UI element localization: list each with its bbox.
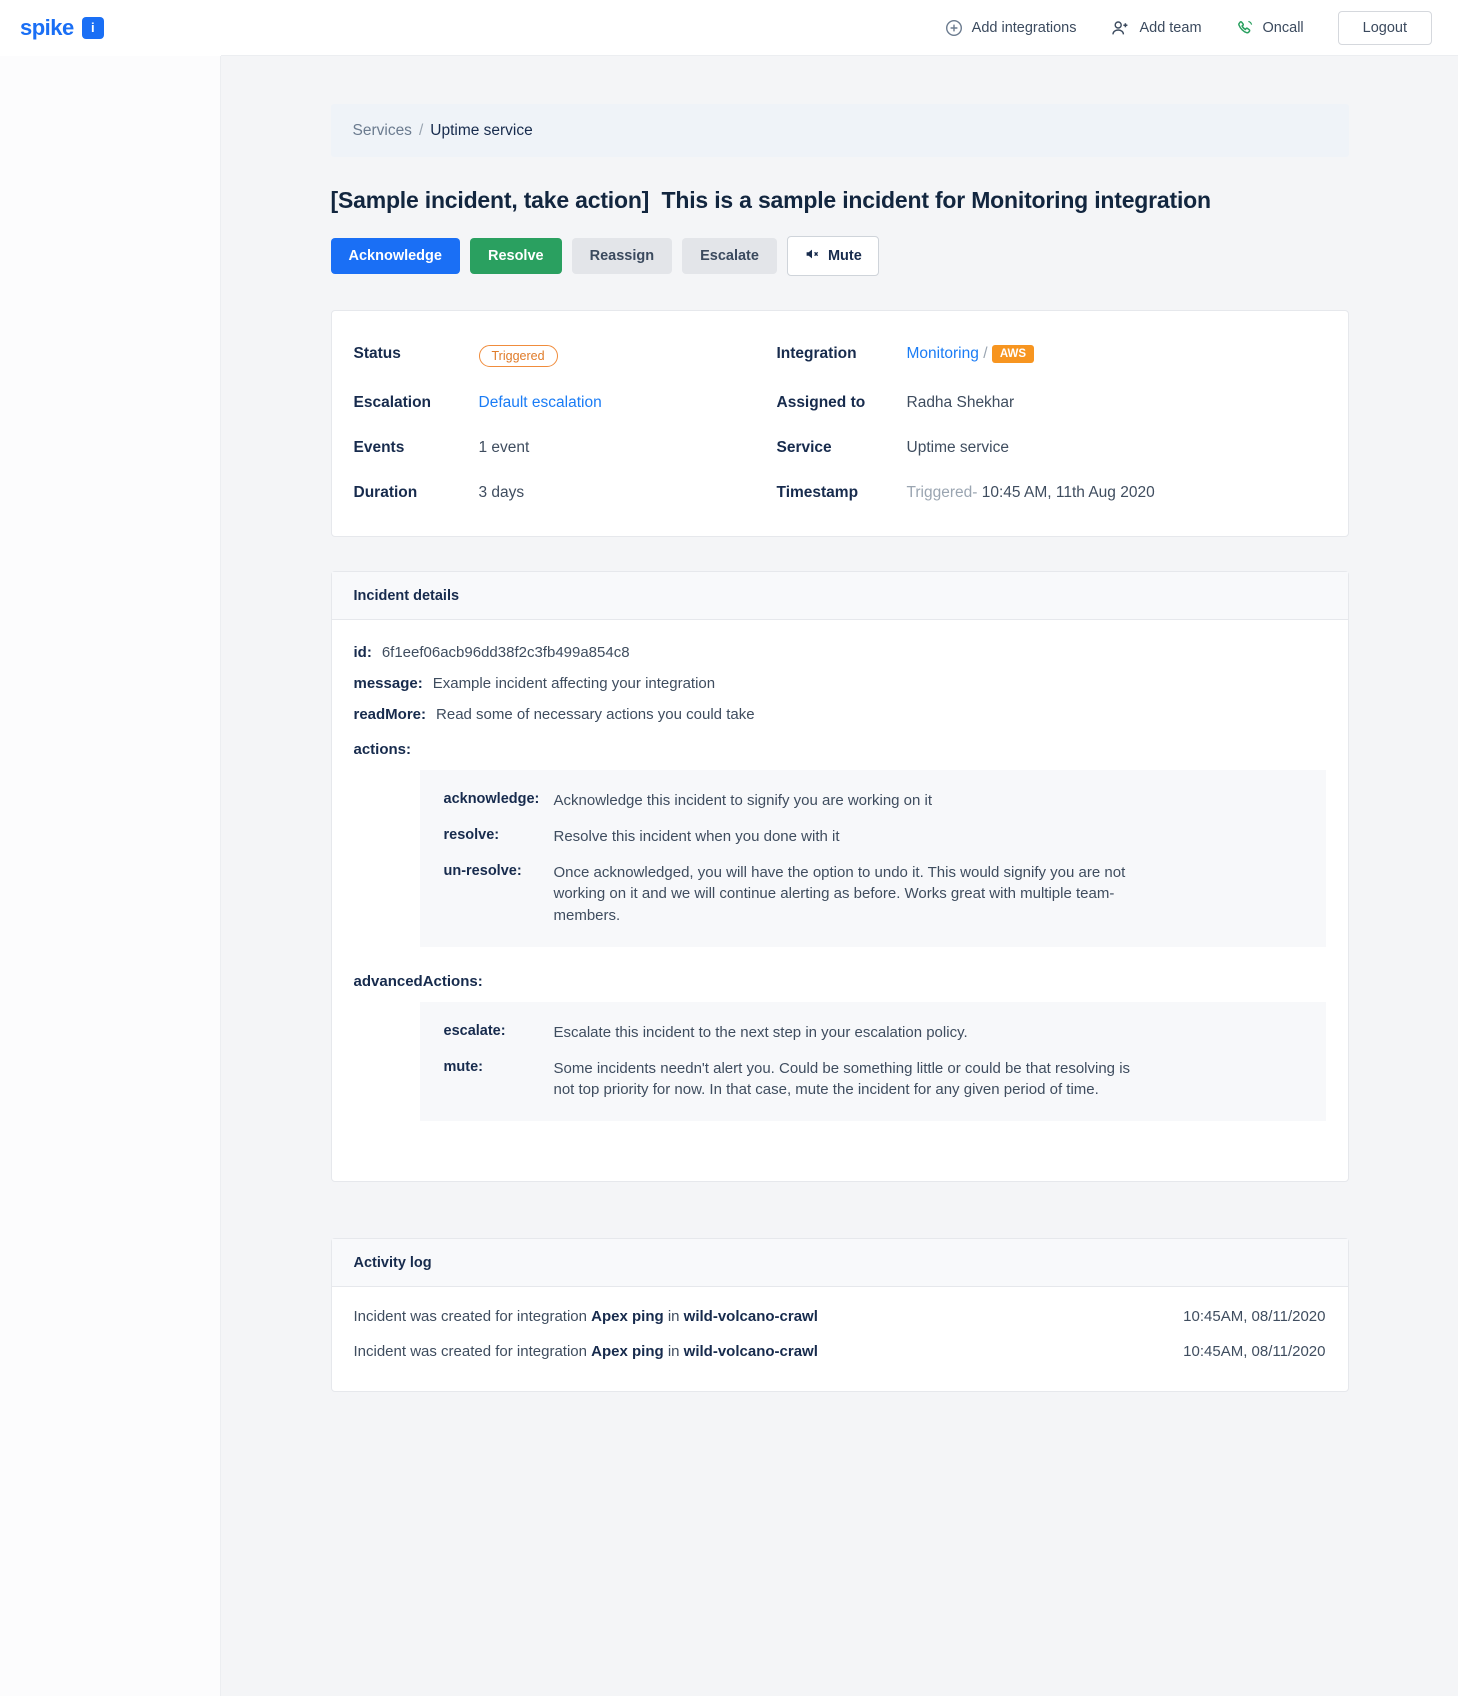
phone-icon: [1236, 19, 1254, 37]
brand-name: spike: [20, 14, 74, 40]
incident-sample-tag: [Sample incident, take action]: [330, 187, 650, 213]
detail-message-value: Example incident affecting your integration: [432, 675, 716, 692]
aws-badge: AWS: [992, 345, 1034, 363]
activity-log-row: [332, 1334, 1348, 1369]
breadcrumb: [331, 104, 1349, 157]
activity-log-mid: in: [663, 1308, 684, 1325]
activity-log-integration: Apex ping: [591, 1343, 664, 1360]
main-content: [221, 56, 1458, 1696]
activity-log-time: 10:45AM, 08/11/2020: [1183, 1343, 1326, 1360]
mute-label: Mute: [827, 248, 862, 264]
brand-badge-icon: i: [82, 17, 104, 39]
plus-circle-icon: [945, 19, 963, 37]
incident-details-card: [331, 571, 1349, 1182]
incident-meta-grid: [332, 311, 1348, 536]
activity-log-target: wild-volcano-crawl: [683, 1308, 818, 1325]
add-integrations-label: Add integrations: [971, 19, 1077, 36]
integration-link[interactable]: Monitoring: [906, 345, 979, 362]
detail-message-key: message:: [353, 675, 423, 692]
detail-action-row: [444, 826, 1302, 848]
activity-log-row: [332, 1299, 1348, 1334]
reassign-button[interactable]: Reassign: [572, 238, 672, 274]
service-value: Uptime service: [906, 439, 1009, 456]
detail-unresolve-value: Once acknowledged, you will have the option to undo it. This would signify you are not working on it and we will continue alerting as before. Works great with multiple team-members.: [553, 863, 1126, 924]
detail-readmore-value: Read some of necessary actions you could take: [436, 706, 755, 723]
add-team-label: Add team: [1139, 19, 1202, 36]
detail-acknowledge-key: acknowledge:: [443, 791, 540, 807]
duration-label: Duration: [353, 484, 418, 501]
breadcrumb-services-link[interactable]: Services: [352, 121, 412, 139]
detail-readmore-key: readMore:: [353, 706, 427, 723]
detail-mute-key: mute:: [443, 1058, 483, 1075]
detail-advanced-row: [444, 1022, 1302, 1044]
detail-advanced-row: [444, 1058, 1302, 1102]
activity-log-card: [331, 1238, 1349, 1392]
detail-escalate-value: Escalate this incident to the next step in your escalation policy.: [553, 1023, 968, 1041]
mute-icon: [804, 246, 820, 266]
activity-log-time: 10:45AM, 08/11/2020: [1183, 1308, 1326, 1325]
timestamp-value: [907, 484, 1326, 502]
assigned-to-label: Assigned to: [776, 394, 866, 411]
top-nav: [945, 11, 1458, 45]
timestamp-label: Timestamp: [776, 484, 859, 501]
service-label: Service: [776, 439, 832, 456]
add-team-button[interactable]: [1110, 19, 1201, 37]
add-people-icon: [1110, 19, 1130, 37]
activity-log-text: [354, 1308, 818, 1325]
detail-id-row: [354, 644, 1326, 661]
escalation-value: [479, 394, 777, 412]
add-integrations-button[interactable]: [945, 19, 1077, 37]
activity-log-list: [332, 1299, 1348, 1391]
duration-value: 3 days: [478, 484, 525, 501]
activity-log-pre: Incident was created for integration: [353, 1308, 592, 1325]
logout-button[interactable]: Logout: [1338, 11, 1432, 45]
detail-acknowledge-value: Acknowledge this incident to signify you are working on it: [553, 792, 933, 809]
detail-resolve-key: resolve:: [443, 826, 500, 843]
events-value: 1 event: [478, 439, 530, 456]
detail-resolve-value: Resolve this incident when you done with it: [553, 827, 840, 845]
detail-action-row: [444, 790, 1302, 812]
detail-action-row: [444, 862, 1302, 927]
escalate-button[interactable]: Escalate: [682, 238, 777, 274]
detail-actions-key: actions:: [353, 741, 412, 758]
detail-actions-subcard: [420, 770, 1326, 947]
incident-title-text: This is a sample incident for Monitoring integration: [661, 187, 1211, 213]
detail-mute-value: Some incidents needn't alert you. Could be something little or could be that resolving is not top priority for now. In that case, mute the incident for any given period of time.: [553, 1059, 1131, 1099]
detail-advanced-actions-key: advancedActions:: [353, 972, 483, 990]
detail-readmore-row: [354, 706, 1326, 723]
detail-advanced-subcard: [420, 1002, 1326, 1121]
activity-log-target: wild-volcano-crawl: [683, 1343, 818, 1360]
events-label: Events: [353, 439, 405, 456]
mute-button[interactable]: [787, 236, 879, 276]
incident-details-body: [332, 620, 1348, 1181]
acknowledge-button[interactable]: Acknowledge: [331, 238, 460, 274]
integration-separator: /: [983, 345, 988, 362]
integration-label: Integration: [776, 345, 857, 362]
detail-message-row: [354, 675, 1326, 692]
status-badge: Triggered: [479, 345, 558, 367]
activity-log-text: [354, 1343, 818, 1360]
incident-details-heading: Incident details: [332, 572, 1348, 620]
oncall-button[interactable]: [1236, 19, 1304, 37]
escalation-label: Escalation: [353, 394, 432, 411]
left-sidebar: [0, 56, 221, 1696]
breadcrumb-separator: /: [418, 121, 424, 139]
detail-escalate-key: escalate:: [443, 1022, 506, 1039]
activity-log-heading: Activity log: [332, 1239, 1348, 1287]
incident-actions-row: [331, 236, 1349, 276]
assigned-to-value: Radha Shekhar: [906, 394, 1015, 411]
top-bar: [0, 0, 1458, 56]
oncall-label: Oncall: [1262, 19, 1304, 36]
detail-id-value: 6f1eef06acb96dd38f2c3fb499a854c8: [381, 644, 630, 661]
timestamp-datetime: 10:45 AM, 11th Aug 2020: [981, 484, 1155, 501]
integration-value: [907, 345, 1326, 367]
detail-unresolve-key: un-resolve:: [443, 862, 522, 879]
page-title: [331, 187, 1349, 214]
incident-meta-card: [331, 310, 1349, 537]
detail-id-key: id:: [353, 644, 372, 661]
activity-log-mid: in: [663, 1343, 684, 1360]
status-value: [479, 345, 777, 367]
escalation-link[interactable]: Default escalation: [478, 394, 602, 411]
resolve-button[interactable]: Resolve: [470, 238, 562, 274]
timestamp-prefix: Triggered-: [906, 484, 978, 501]
brand-logo[interactable]: [0, 0, 221, 56]
status-label: Status: [353, 345, 401, 362]
breadcrumb-current: Uptime service: [430, 121, 533, 139]
activity-log-integration: Apex ping: [591, 1308, 664, 1325]
activity-log-pre: Incident was created for integration: [353, 1343, 592, 1360]
